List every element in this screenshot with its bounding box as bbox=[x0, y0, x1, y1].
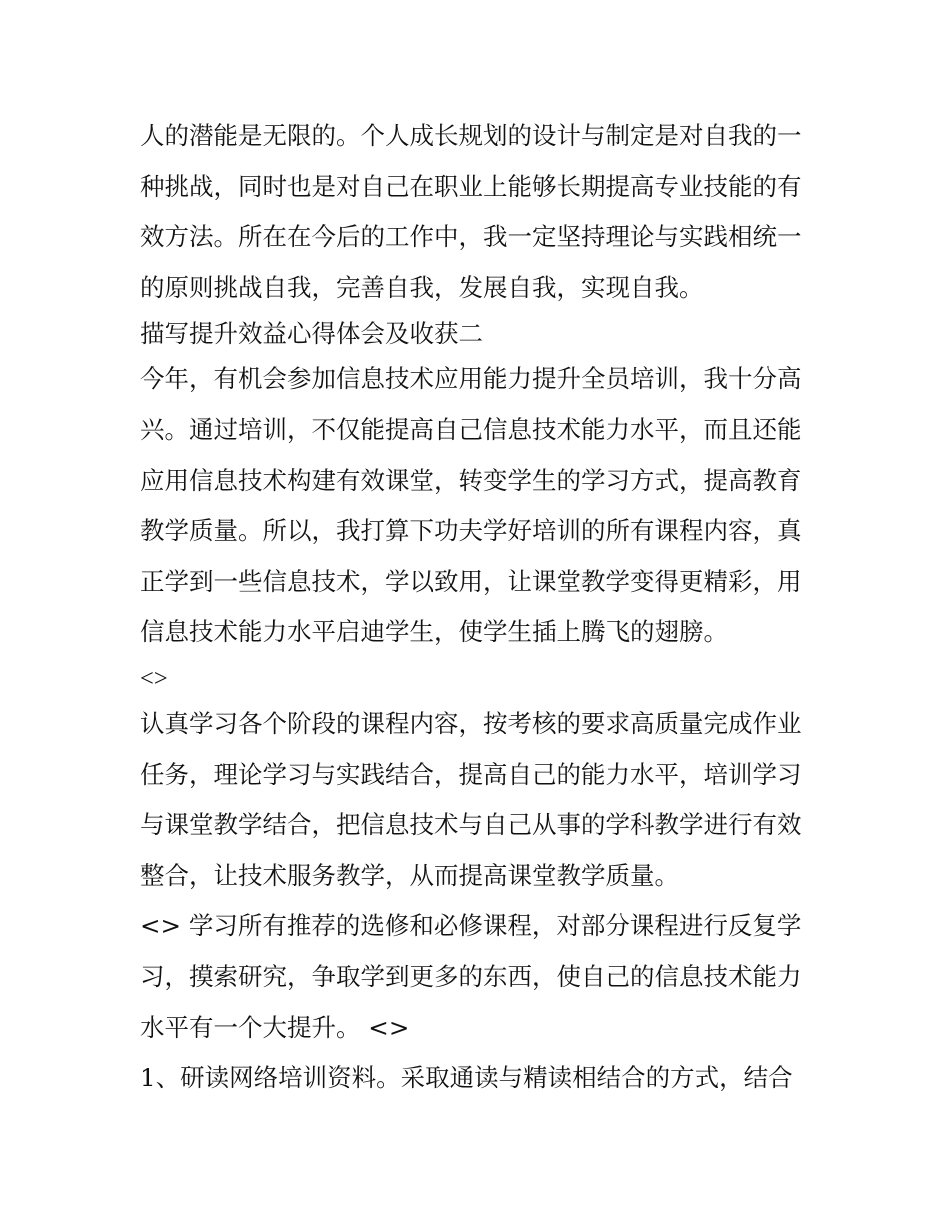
text-line: 效方法。所在在今后的工作中，我一定坚持理论与实践相统一 bbox=[140, 222, 802, 252]
text-line: 任务，理论学习与实践结合，提高自己的能力水平，培训学习 bbox=[140, 759, 802, 789]
text-line: 整合，让技术服务教学，从而提高课堂教学质量。 bbox=[140, 860, 679, 890]
text-line: 今年，有机会参加信息技术应用能力提升全员培训，我十分高 bbox=[140, 364, 802, 394]
text-line: 人的潜能是无限的。个人成长规划的设计与制定是对自我的一 bbox=[140, 121, 802, 150]
section-heading: 描写提升效益心得体会及收获二 bbox=[140, 319, 483, 349]
text-line: <> 学习所有推荐的选修和必修课程，对部分课程进行反复学 bbox=[140, 911, 802, 941]
text-line: 与课堂教学结合，把信息技术与自己从事的学科教学进行有效 bbox=[140, 810, 802, 840]
text-line: 信息技术能力水平启迪学生，使学生插上腾飞的翅膀。 bbox=[140, 617, 728, 647]
document-page bbox=[140, 111, 820, 1104]
placeholder-marker: <> bbox=[140, 664, 168, 692]
text-line: 水平有一个大提升。 <> bbox=[140, 1012, 410, 1042]
text-line: 习，摸索研究，争取学到更多的东西，使自己的信息技术能力 bbox=[140, 961, 802, 991]
text-line: 的原则挑战自我，完善自我，发展自我，实现自我。 bbox=[140, 272, 704, 302]
text-line: 认真学习各个阶段的课程内容，按考核的要求高质量完成作业 bbox=[140, 708, 802, 738]
text-line: 兴。通过培训，不仅能提高自己信息技术能力水平，而且还能 bbox=[140, 414, 802, 444]
text-line: 应用信息技术构建有效课堂，转变学生的学习方式，提高教育 bbox=[140, 465, 802, 495]
text-line: 正学到一些信息技术，学以致用，让课堂教学变得更精彩，用 bbox=[140, 566, 802, 596]
text-line: 1、研读网络培训资料。采取通读与精读相结合的方式，结合 bbox=[140, 1063, 793, 1093]
text-line: 种挑战，同时也是对自己在职业上能够长期提高专业技能的有 bbox=[140, 171, 802, 201]
text-line: 教学质量。所以，我打算下功夫学好培训的所有课程内容，真 bbox=[140, 516, 802, 546]
